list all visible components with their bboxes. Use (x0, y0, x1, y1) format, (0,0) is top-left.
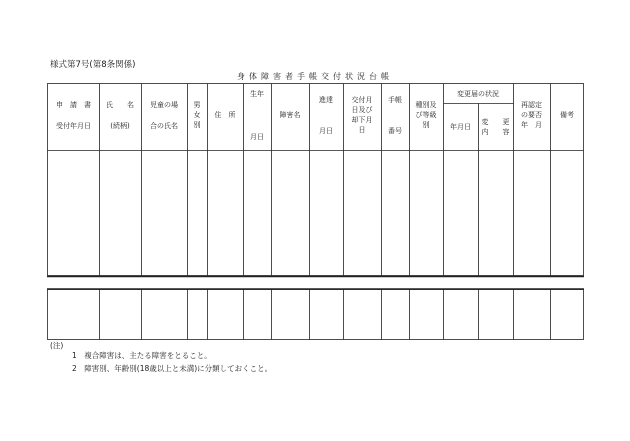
header-change-content-line1: 変 更 (481, 118, 510, 126)
header-grade-line2: び等級 (415, 111, 437, 119)
header-issue-line1: 交付月 (351, 96, 373, 104)
header-issue-line2: 日及び (351, 106, 373, 114)
header-recert-line2: の要否 (521, 111, 542, 119)
header-name-line2: (続柄) (110, 122, 130, 130)
header-change-content-line2: 内 容 (481, 128, 510, 136)
form-label: 様式第7号(第8条関係) (50, 60, 136, 70)
header-notebook-line2: 番号 (388, 127, 402, 135)
header-birth-line1: 生年 (250, 90, 264, 98)
header-sex-line3: 別 (193, 121, 201, 129)
header-issue-line4: 日 (358, 126, 366, 134)
header-applicant-line1: 申 請 書 (56, 101, 91, 109)
document-title: 身体障害者手帳交付状況台帳 (237, 72, 393, 81)
header-grade-line3: 別 (422, 121, 430, 129)
header-sex-line1: 男 (193, 101, 201, 109)
header-change-group: 変更届の状況 (457, 90, 499, 98)
header-birth-line2: 月日 (250, 133, 264, 141)
header-progress-line2: 月日 (319, 127, 333, 135)
header-child-line2: 合の氏名 (150, 122, 178, 130)
header-sex-line2: 女 (193, 111, 201, 119)
header-child-line1: 児童の場 (150, 101, 178, 109)
notes-label: (注) (50, 341, 64, 350)
header-remarks: 備考 (560, 111, 574, 119)
header-address: 住 所 (214, 111, 236, 119)
header-progress-line1: 進達 (319, 96, 333, 104)
note-item-1: 1 複合障害は、主たる障害をとること。 (72, 351, 212, 360)
header-name-line1: 氏 名 (106, 101, 134, 109)
header-issue-line3: 却下月 (351, 116, 373, 124)
header-applicant-line2: 受付年月日 (56, 122, 91, 130)
header-recert-line1: 再認定 (521, 101, 542, 109)
header-grade-line1: 種別及 (415, 101, 437, 109)
header-recert-line3: 年 月 (521, 121, 542, 129)
note-item-2: 2 障害別、年齢別(18歳以上と未満)に分類しておくこと。 (72, 364, 273, 373)
header-disability-name: 障害名 (279, 111, 301, 119)
header-notebook-line1: 手帳 (388, 96, 402, 104)
header-change-date: 年月日 (450, 123, 471, 131)
